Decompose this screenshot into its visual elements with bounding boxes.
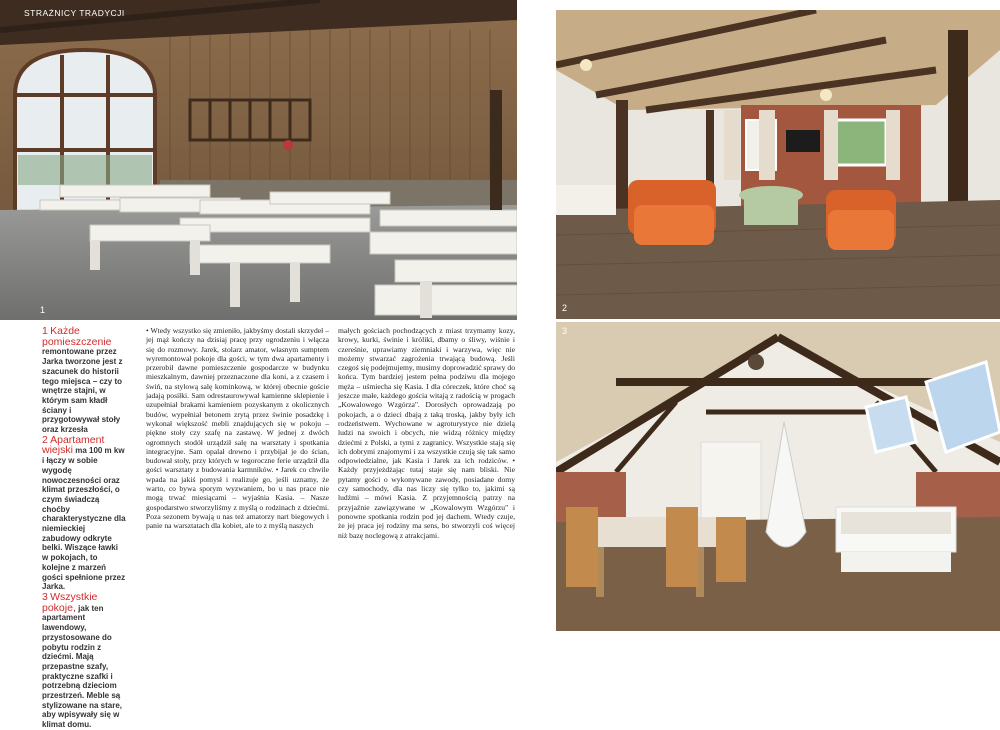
article-column-2-text: małych gościach pochodzących z miast trzymamy kozy, krowy, kurki, świnie i króliki, dbamy o śliwy, wiśnie i czereśnie, uprawiamy ziemniaki i warzywa, więc nie możemy stwarzać zagrożenia trwającą budową. Jeśli czegoś się podejmujemy, musimy doprowadzić sprawy do końca. Tym bardziej jestem pełna podziwu dla mojego męża – uśmiecha się Kasia. I dla córeczek, które choć są jeszcze małe, każdego gościa witają z radością w progach „Kowalowego Wzgórza". Dorosłych oprowadzają po pokojach, a o dzieci dbają z taką troską, jakby były ich rodzeństwem. Wychowane w agroturystyce nie dzielą ludzi na swoich i obcych, nie widzą różnicy między dziećmi z Polski, a tymi z zagranicy. Wszystkie stają się ich dobrymi znajomymi i za wszystkie czują się tak samo odpowiedzialne, jak Kasia i Jarek za ich rodziców. • Każdy przyjeżdżając tutaj staje się nam bliski. Nie pytamy gości o wykonywane zawody, posiadane domy czy samochody, dla nas liczy się tylko to, jakimi są ludźmi – mówi Kasia. Z przyjemnością patrzy na przyjaźnie zawiązywane w „Kowalowym Wzgórzu" i ponowne spotkania rodzin pod jej dachem. Wtedy czuje, że jej praca jej rodziny ma sens, bo stworzyli coś więcej niż bazę noclegową z atrakcjami. [338, 326, 515, 540]
caption-2-heading: Apartament wiejski [42, 433, 105, 457]
caption-3-heading: Wszystkie pokoje, [42, 590, 98, 614]
photo-1-number: 1 [40, 305, 46, 315]
article-column-1-text: • Wtedy wszystko się zmieniło, jakbyśmy dostali skrzydeł – jej mąż kończy na dzisiaj pracę przy ogrodzeniu i włącza się do rozmowy. Jarek, stolarz amator, własnym sumptem wyremontował pokoje dla gości, w tym dwa apartamenty i przerobił dawne pomieszczenie gospodarcze w budynku mieszkalnym, dawniej przeznaczone dla koni, a z czasem i świń, na stylową salę kominkową, w której obecnie goście jadają posiłki. Sam odrestaurowywał kamienne sklepienie i uzupełniał brakami kamieniem pozyskanym z okolicznych budów, wypełniał betonem zrytą przez świnie posadzkę i wykonał większość mebli znajdujących się w pokoju – piękne stoły czy szafę na zastawę. W jednej z dwóch ogromnych stodół urządził salę na warsztaty i spotkania integracyjne. Sam opalał drewno i przybijał je do ścian, budował stoły, przy których w tegoroczne ferie urządził dla gości warsztaty z budowania karmników. • Jarek co chwile wpada na jakiś pomysł i realizuje go, jeśli uznamy, że warto, co bywa sporym wyzwaniem, bo u nas prace nie mogą trwać miesiącami – wyjaśnia Kasia. – Nasze gospodarstwo stworzyliśmy z myślą o rodzinach z dziećmi. Poza sezonem bywają u nas też amatorzy nart biegowych i panie na warsztatach dla kobiet, ale to z myślą naszych [146, 326, 329, 531]
caption-1-heading: Każde pomieszczenie [42, 325, 112, 348]
caption-1-number: 1 [42, 325, 48, 337]
apartment-living-room-photo [556, 10, 1000, 319]
barn-hall-photo [0, 0, 517, 320]
caption-2 [42, 435, 126, 592]
caption-2-number: 2 [42, 433, 48, 446]
caption-1-text: remontowane przez Jarka tworzone jest z szacunek do historii tego miejsca – czy to wnętrze stajni, w którym sam kładł ściany i przygotowywał stoły oraz krzesła [42, 347, 123, 435]
caption-3-number: 3 [42, 590, 48, 603]
section-tag: STRAŻNICY TRADYCJI [24, 8, 125, 18]
right-page [520, 0, 1000, 631]
photo-3-number: 3 [562, 326, 568, 336]
attic-room-photo [556, 322, 1000, 631]
caption-1 [42, 326, 126, 435]
article-column-2 [338, 326, 515, 540]
caption-2-text: ma 100 m kw i łączy w sobie wygodę nowoczesności oraz klimat przeszłości, o czym świadczą choćby charakterystyczne dla niemieckiej zabudowy odkryte belki. Wiszące ławki w pokojach, to kolejne z marzeń gości spełnione przez Jarka. [42, 446, 126, 592]
caption-3-text: jak ten apartament lawendowy, przystosowane do pobytu rodzin z dziećmi. Mają przepastne szafy, praktyczne szafki i potrzebną dzieciom przestrzeń. Meble są stylizowane na stare, aby wpisywały się w klimat domu. [42, 603, 123, 730]
photo-2-number: 2 [562, 303, 568, 313]
article-column-1 [146, 326, 329, 531]
photo-captions-column [42, 326, 126, 730]
caption-3 [42, 592, 126, 730]
